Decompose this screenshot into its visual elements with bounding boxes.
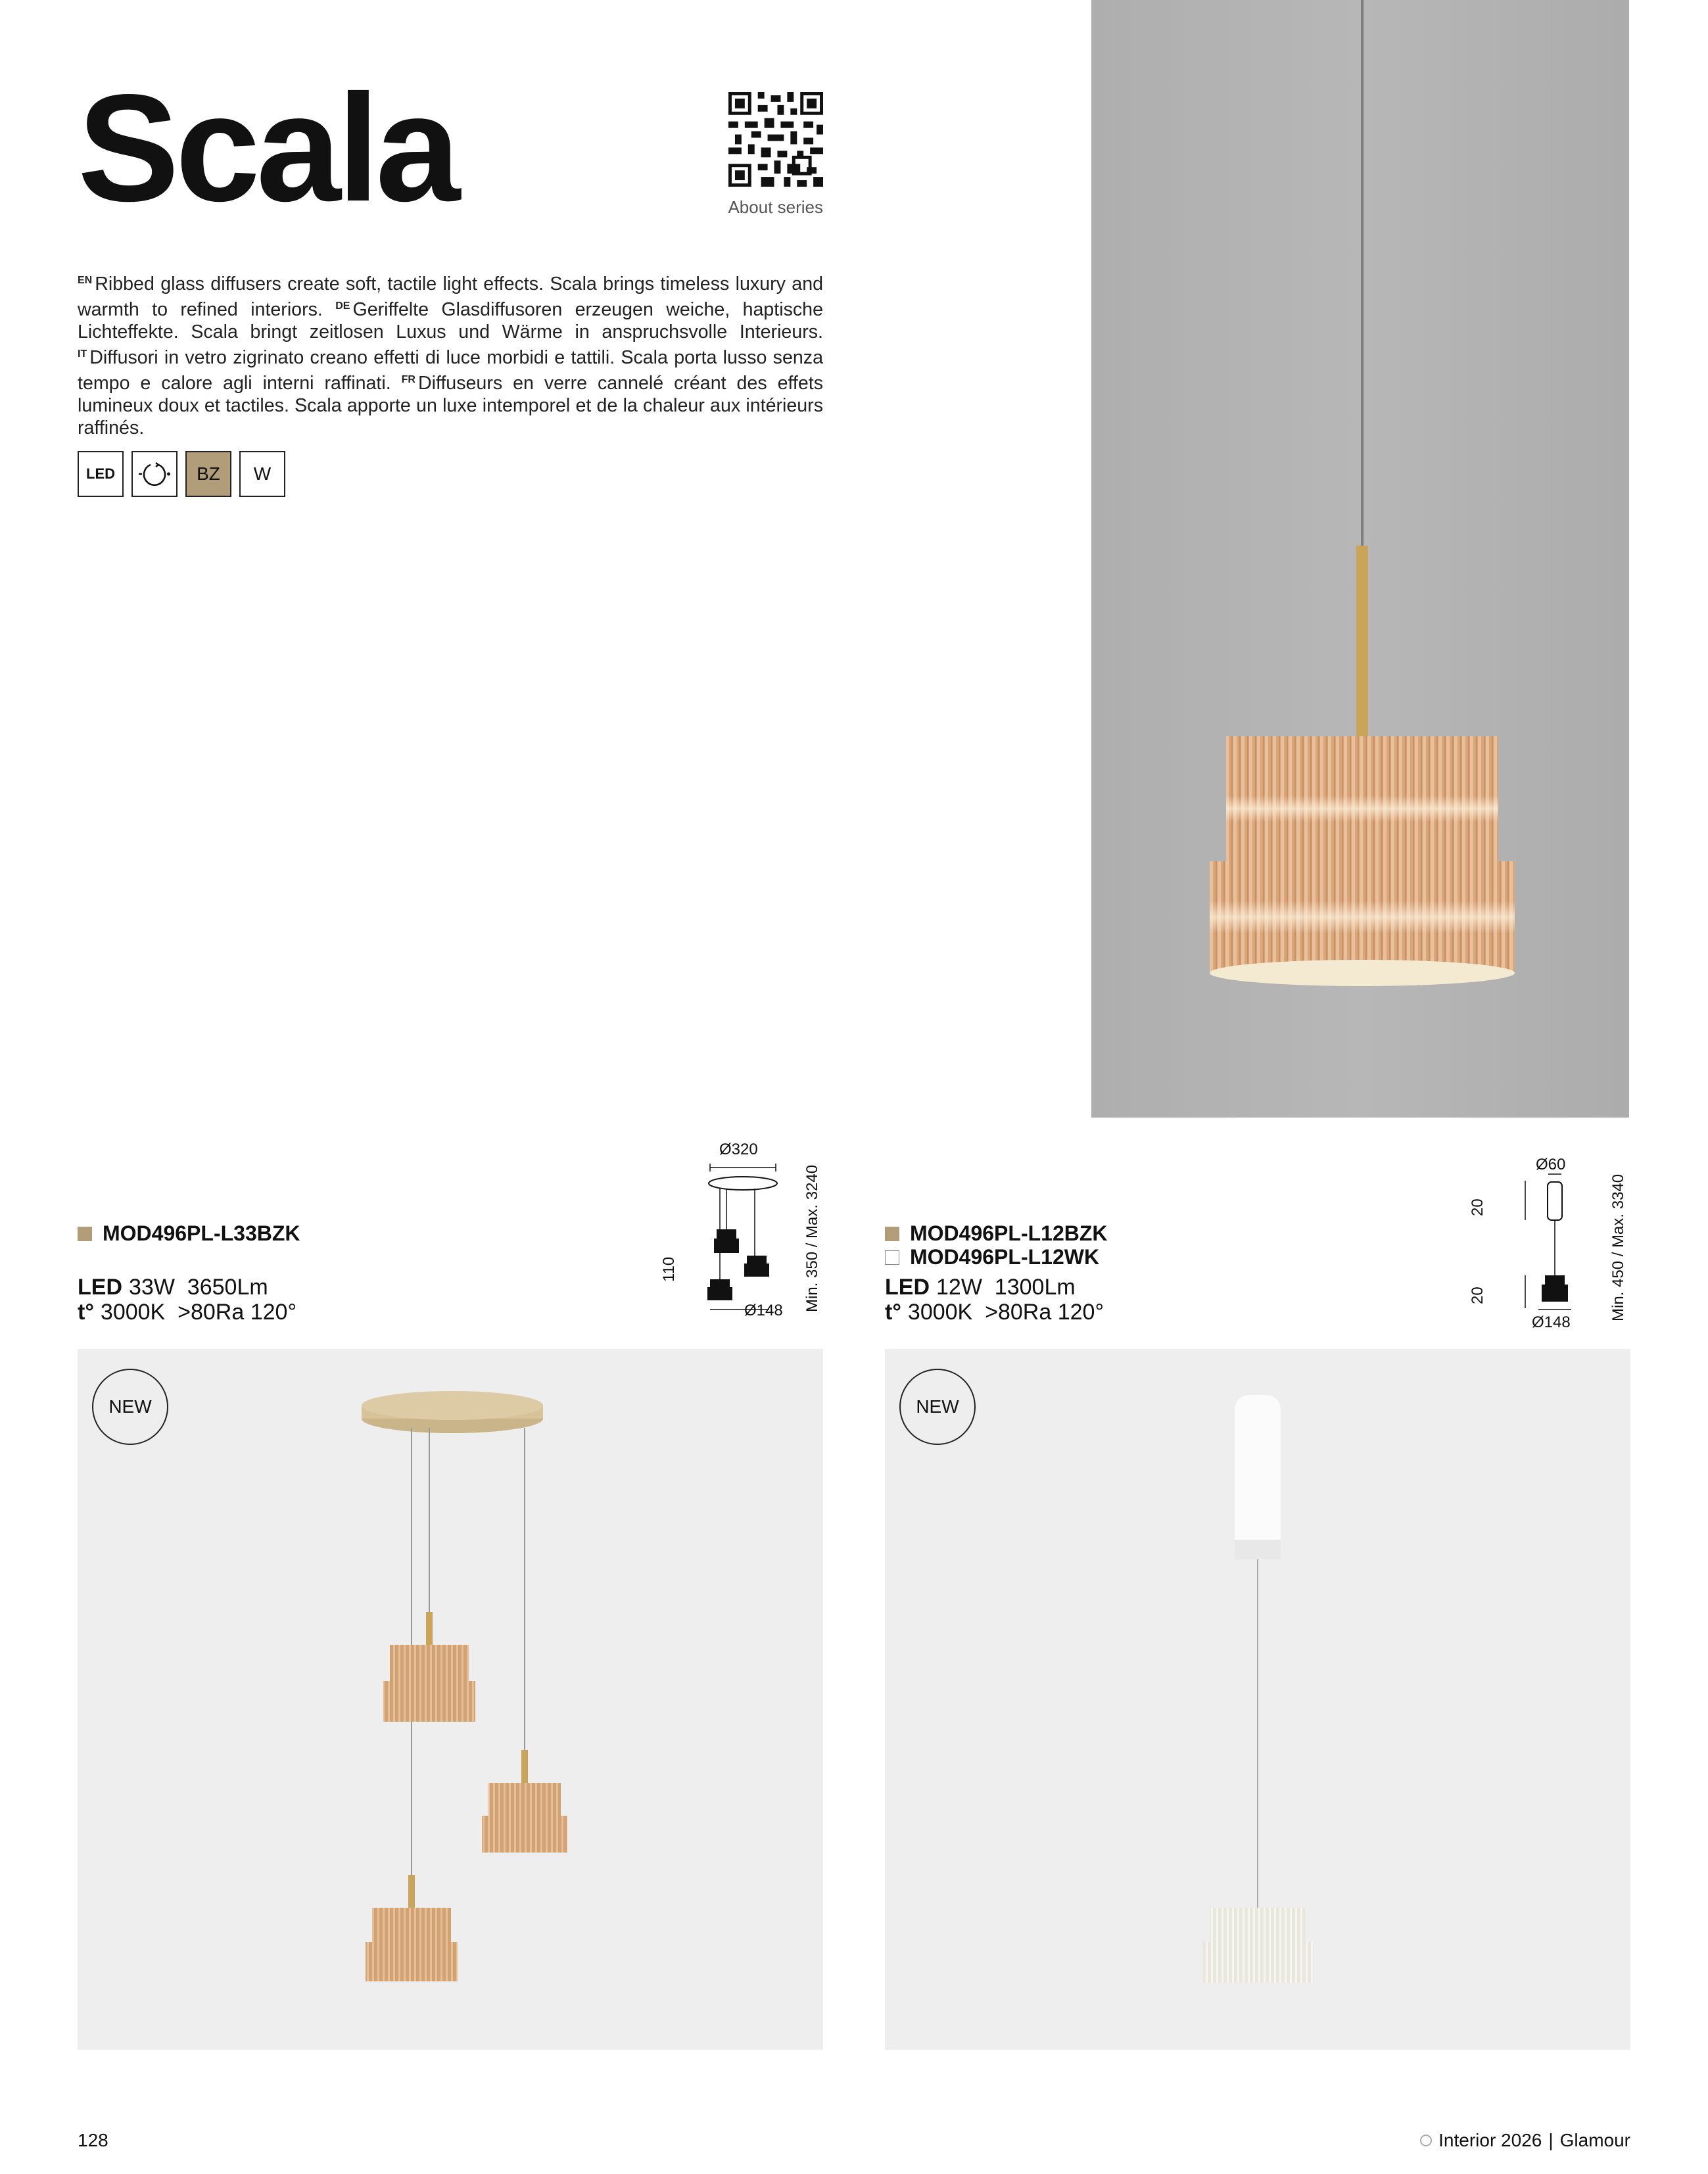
product2-led-spec	[885, 1274, 1076, 1300]
led-label: LED	[78, 1275, 122, 1300]
dimmable-icon	[131, 451, 178, 497]
product1-dim-diameter-shade: Ø148	[744, 1302, 783, 1319]
product2-dim-height-shade: 20	[1469, 1287, 1486, 1304]
lang-tag-en: EN	[78, 275, 93, 286]
product2-sku-row-bz	[885, 1221, 1108, 1246]
bronze-swatch	[78, 1227, 92, 1241]
product1-dim-height: 110	[660, 1256, 678, 1282]
product1-led-spec	[78, 1274, 268, 1300]
series-title: Scala	[78, 63, 457, 233]
temp-values: 3000K >80Ra 120°	[907, 1300, 1104, 1325]
product2-temp-spec	[885, 1299, 1104, 1325]
finish-bz-badge: BZ	[185, 451, 231, 497]
page-number: 128	[78, 2130, 108, 2150]
led-values: 12W 1300Lm	[936, 1275, 1076, 1300]
product2-dim-diameter-top: Ø60	[1536, 1156, 1566, 1173]
temp-label: t°	[78, 1300, 94, 1325]
lang-tag-fr: FR	[401, 374, 415, 385]
description-fr: Diffuseurs en verre cannelé créant des effets lumineux doux et tactiles. Scala apporte un luxe intemporel et de la chaleur aux intérieurs raffinés.	[78, 373, 823, 438]
led-badge: LED	[78, 451, 124, 497]
new-badge: NEW	[92, 1369, 168, 1445]
product2-dim-cable: Min. 450 / Max. 3340	[1609, 1173, 1627, 1321]
product2-dim-height-canopy: 20	[1469, 1198, 1486, 1216]
finish-w-badge: W	[239, 451, 285, 497]
temp-values: 3000K >80Ra 120°	[100, 1300, 297, 1325]
hero-photo	[1091, 0, 1629, 1118]
product2-photo	[885, 1349, 1630, 2050]
footer	[1420, 2130, 1630, 2151]
footer-section: Glamour	[1559, 2130, 1630, 2150]
qr-code-icon[interactable]	[728, 92, 823, 187]
circle-icon	[1420, 2135, 1432, 2146]
temp-label: t°	[885, 1300, 901, 1325]
description-it: Diffusori in vetro zigrinato creano effetti di luce morbidi e tattili. Scala porta lusso senza tempo e calore agli interni raffinati.	[78, 347, 823, 394]
product2-sku-bz: MOD496PL-L12BZK	[910, 1221, 1108, 1245]
new-badge: NEW	[899, 1369, 976, 1445]
product1-dim-cable: Min. 350 / Max. 3240	[803, 1164, 821, 1312]
white-swatch	[885, 1250, 899, 1265]
lang-tag-it: IT	[78, 348, 87, 360]
bronze-swatch	[885, 1227, 899, 1241]
footer-catalog: Interior 2026	[1438, 2130, 1542, 2150]
product1-sku: MOD496PL-L33BZK	[103, 1221, 300, 1245]
led-label: LED	[885, 1275, 930, 1300]
product2-sku-wk: MOD496PL-L12WK	[910, 1245, 1100, 1269]
description-en: Ribbed glass diffusers create soft, tactile light effects. Scala brings timeless luxury and warmth to refined interiors.	[78, 273, 823, 320]
qr-caption: About series	[728, 197, 823, 217]
footer-separator: |	[1548, 2130, 1554, 2150]
product1-temp-spec	[78, 1299, 297, 1325]
product2-dimension-drawing	[1479, 1170, 1611, 1335]
product2-sku-row-wk	[885, 1245, 1099, 1269]
description-de: Geriffelte Glasdiffusoren erzeugen weiche, haptische Lichteffekte. Scala bringt zeitlosen Luxus und Wärme in anspruchsvolle Interieurs.	[78, 299, 823, 343]
product2-dim-diameter-shade: Ø148	[1532, 1313, 1571, 1331]
lang-tag-de: DE	[335, 300, 350, 312]
product1-photo	[78, 1349, 823, 2050]
product1-sku-row	[78, 1221, 300, 1246]
product1-dim-diameter-top: Ø320	[719, 1141, 758, 1158]
led-values: 33W 3650Lm	[129, 1275, 268, 1300]
series-description	[78, 270, 823, 439]
